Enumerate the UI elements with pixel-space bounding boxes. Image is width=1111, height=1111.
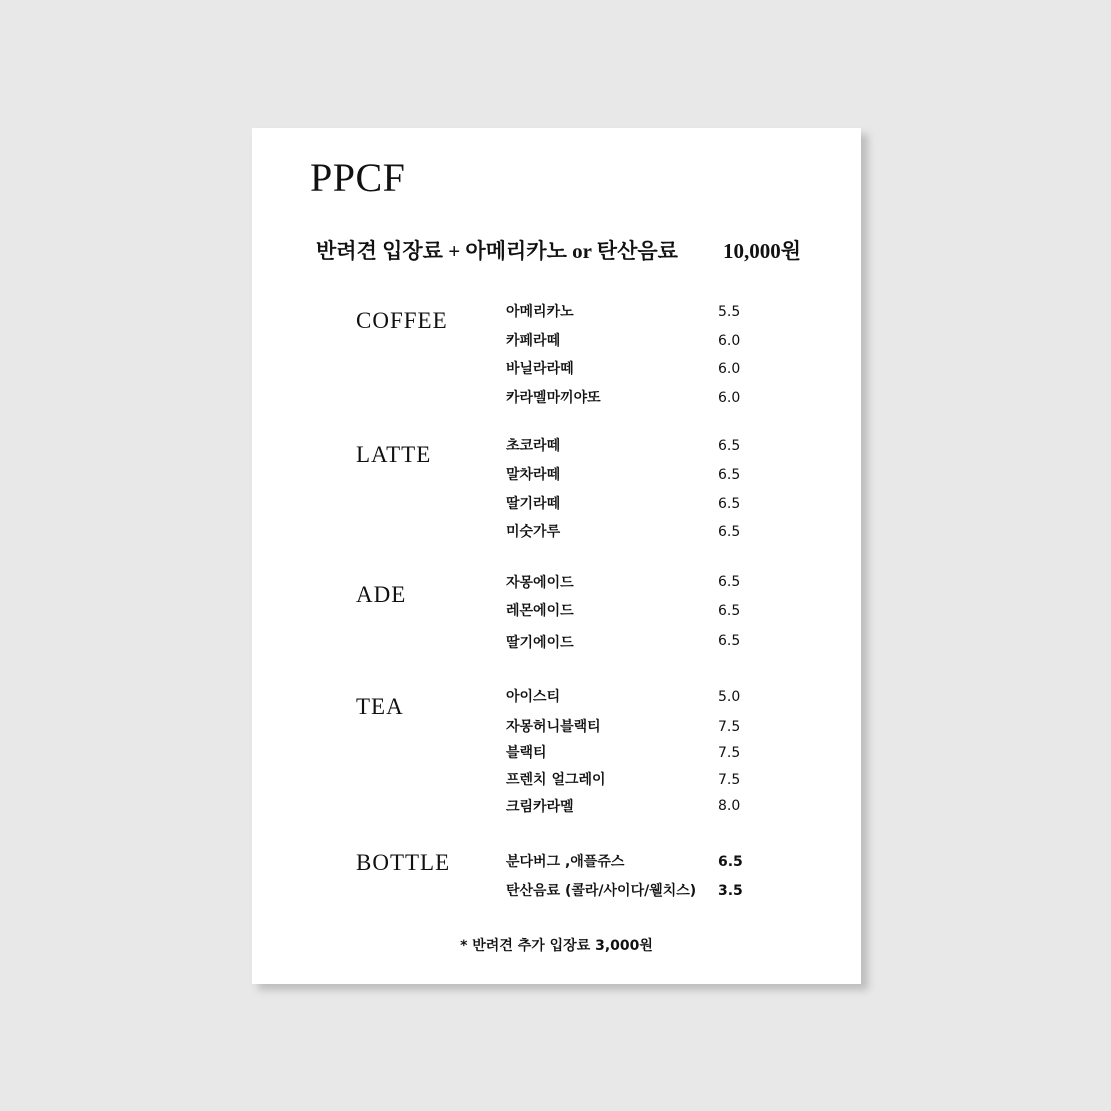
menu-item-name: 자몽허니블랙티 bbox=[506, 719, 601, 735]
menu-item-price: 5.5 bbox=[718, 304, 741, 320]
entry-description: 반려견 입장료 + 아메리카노 or 탄산음료 bbox=[316, 239, 678, 263]
category-coffee: COFFEE bbox=[356, 308, 448, 333]
menu-item-price: 7.5 bbox=[718, 772, 741, 788]
menu-item-name: 딸기라떼 bbox=[506, 496, 561, 512]
menu-item-name: 초코라떼 bbox=[506, 438, 561, 454]
menu-item-price: 8.0 bbox=[718, 798, 741, 814]
category-latte: LATTE bbox=[356, 442, 432, 467]
menu-item-name: 분다버그 ,애플쥬스 bbox=[506, 854, 625, 870]
menu-item-name: 크림카라멜 bbox=[506, 799, 574, 815]
menu-item-name: 아이스티 bbox=[506, 689, 561, 705]
menu-item-name: 미숫가루 bbox=[506, 524, 561, 540]
category-tea: TEA bbox=[356, 694, 404, 719]
menu-item-price: 6.5 bbox=[718, 574, 741, 590]
menu-item-price: 6.5 bbox=[718, 467, 741, 483]
menu-item-price: 6.5 bbox=[718, 854, 743, 870]
menu-item-price: 6.5 bbox=[718, 603, 741, 619]
menu-item-name: 아메리카노 bbox=[506, 304, 574, 320]
menu-item-name: 카페라떼 bbox=[506, 333, 561, 349]
brand-title: PPCF bbox=[310, 155, 406, 200]
menu-item-price: 6.0 bbox=[718, 361, 741, 377]
menu-item-name: 자몽에이드 bbox=[506, 575, 574, 591]
menu-item-price: 7.5 bbox=[718, 745, 741, 761]
category-ade: ADE bbox=[356, 582, 407, 607]
menu-item-name: 바닐라라떼 bbox=[506, 361, 574, 377]
menu-item-price: 6.5 bbox=[718, 438, 741, 454]
menu-item-price: 7.5 bbox=[718, 719, 741, 735]
entry-price: 10,000원 bbox=[723, 239, 802, 263]
category-bottle: BOTTLE bbox=[356, 850, 451, 875]
menu-item-price: 5.0 bbox=[718, 689, 741, 705]
menu-item-name: 탄산음료 (콜라/사이다/웰치스) bbox=[506, 883, 697, 899]
menu-card bbox=[252, 128, 861, 984]
menu-item-name: 레몬에이드 bbox=[506, 603, 574, 619]
menu-item-price: 3.5 bbox=[718, 883, 743, 899]
menu-item-price: 6.0 bbox=[718, 333, 741, 349]
menu-item-price: 6.5 bbox=[718, 524, 741, 540]
menu-item-name: 말차라떼 bbox=[506, 467, 561, 483]
menu-item-price: 6.5 bbox=[718, 633, 741, 649]
menu-item-name: 블랙티 bbox=[506, 745, 547, 761]
menu-item-price: 6.5 bbox=[718, 496, 741, 512]
menu-item-name: 카라멜마끼야또 bbox=[506, 390, 601, 406]
menu-item-name: 프렌치 얼그레이 bbox=[506, 772, 606, 788]
footnote: * 반려견 추가 입장료 3,000원 bbox=[460, 938, 653, 954]
menu-item-price: 6.0 bbox=[718, 390, 741, 406]
menu-item-name: 딸기에이드 bbox=[506, 635, 574, 651]
